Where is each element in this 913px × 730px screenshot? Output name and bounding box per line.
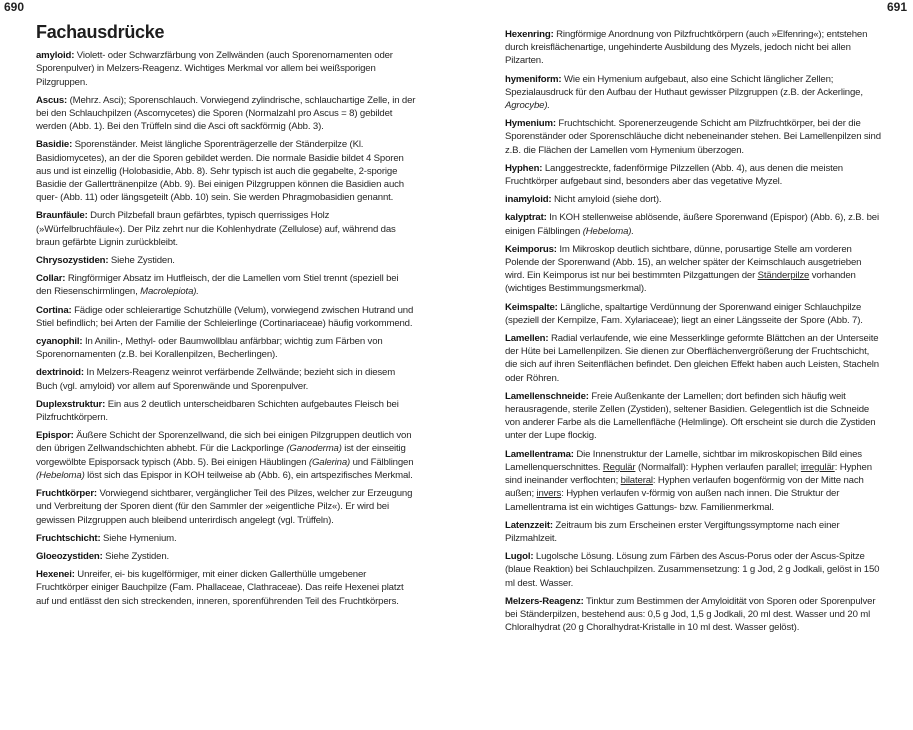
glossary-definition-text: (Mehrz. Asci); Sporenschlauch. Vorwiegend zylindrische, schlauchartige Zelle, in der bei den Schlauchpilzen (Ascomycetes) die Sporen (Normalzahl pro Ascus = 8) gebildet werden (Abb. 1). Bei den Trüffeln sind die Asci oft sackförmig (Abb. 3).	[36, 94, 416, 133]
glossary-definition-text: Agrocybe).	[505, 100, 550, 112]
glossary-term: Chrysozystiden:	[36, 255, 109, 267]
page-title: Fachausdrücke	[36, 22, 165, 42]
glossary-list-left	[36, 49, 416, 608]
glossary-definition-text: Macrolepiota).	[140, 286, 199, 298]
glossary-term: Ascus:	[36, 94, 68, 106]
glossary-definition-text: Violett- oder Schwarzfärbung von Zellwänden (auch Sporenornamenten oder Sporenpulver) in Melzers-Reagenz. Wichtiges Merkmal vor allem bei weißsporigen Pilzgruppen.	[36, 50, 393, 88]
glossary-term: Latenzzeit:	[505, 519, 553, 531]
glossary-definition-text: Längliche, spaltartige Verdünnung der Sporenwand einiger Schlauchpilze (speziell der Kernpilze, Fam. Xylariaceae); liegt an einer Längsseite der Spore (Abb. 7).	[505, 301, 863, 326]
glossary-definition-text: Regulär	[602, 461, 636, 473]
glossary-entry	[36, 304, 416, 330]
glossary-definition-text: Unreifer, ei- bis kugelförmiger, mit einer dicken Gallerthülle umgebener Fruchtkörper einiger Bauchpilze (Fam. Phallaceae, Clathraceae). Das reife Hexenei platzt auf und entlässt den sich streckenden, inneren, sporenführenden Teil des Fruchtkörpers.	[36, 569, 404, 607]
glossary-entry	[505, 73, 881, 113]
glossary-term: inamyloid:	[505, 194, 552, 206]
glossary-definition-text: Siehe Zystiden.	[102, 550, 170, 562]
glossary-term: Keimspalte:	[505, 301, 558, 313]
glossary-definition-text: Durch Pilzbefall braun gefärbtes, typisch querrissiges Holz (»Würfelbruchfäule«). Der Pilz zehrt nur die Kohlenhydrate (Zellulose) auf, während das braun gefärbte Lignin zurückbleibt.	[36, 210, 396, 248]
glossary-entry	[36, 366, 416, 392]
glossary-entry	[505, 117, 881, 157]
glossary-term: kalyptrat:	[505, 212, 547, 224]
glossary-entry	[36, 49, 416, 89]
glossary-definition-text: Siehe Hymenium.	[100, 532, 177, 544]
glossary-term: Fruchtkörper:	[36, 488, 97, 500]
glossary-entry	[36, 272, 416, 298]
glossary-term: amyloid:	[36, 50, 75, 62]
glossary-term: Braunfäule:	[36, 210, 88, 222]
glossary-entry	[505, 448, 881, 514]
glossary-definition-text: Zeitraum bis zum Erscheinen erster Vergiftungssymptome nach einer Pilzmahlzeit.	[505, 519, 840, 544]
glossary-term: dextrinoid:	[36, 367, 84, 379]
glossary-definition-text: Freie Außenkante der Lamellen; dort befinden sich häufig weit herausragende, sterile Zellen (Zystiden), seltener Basidien. Gelegentlich ist die Schneide von anderer Farbe als die Lamellenfläche (Helmlinge). Oft erscheint sie durch die Zystiden unter der Lupe flockig.	[505, 390, 876, 442]
glossary-entry	[505, 162, 881, 188]
glossary-definition-text: löst sich das Epispor in KOH teilweise ab (Abb. 6), ein artspezifisches Merkmal.	[84, 469, 413, 481]
glossary-definition-text: ist der einseitig vorgewölbte Episporsack typisch (Abb. 5). Bei einigen Häublingen	[36, 443, 406, 468]
glossary-term: Lamellenschneide:	[505, 390, 589, 402]
glossary-entry	[505, 301, 881, 327]
glossary-definition-text: (Ganoderma)	[286, 443, 342, 455]
glossary-entry	[505, 193, 881, 206]
glossary-term: Lamellen:	[505, 333, 549, 345]
glossary-definition-text: Lugolsche Lösung. Lösung zum Färben des Ascus-Porus oder der Ascus-Spitze (blaue Reaktion) bei Schlauchpilzen. Zusammensetzung: 1 g Jod, 2 g Jodkali, gelöst in 150 ml dest. Wasser.	[505, 551, 880, 589]
glossary-definition-text: Wie ein Hymenium aufgebaut, also eine Schicht länglicher Zellen; Spezialausdruck für den Aufbau der Huthaut gewisser Pilzgruppen (z.B. der Ackerlinge,	[505, 73, 863, 98]
glossary-entry	[505, 390, 881, 443]
glossary-entry	[36, 487, 416, 527]
glossary-definition-text: Vorwiegend sichtbarer, vergänglicher Teil des Pilzes, welcher zur Erzeugung und Verbreitung der Sporen dient (für den Sammler der »eigentliche Pilz«). Er wird bei gewissen Pilzgruppen auch bleibend unterirdisch angelegt (vgl. Trüffeln).	[36, 488, 413, 526]
glossary-term: Melzers-Reagenz:	[505, 595, 584, 607]
glossary-entry	[505, 519, 881, 545]
glossary-definition-text: Im Mikroskop deutlich sichtbare, dünne, porusartige Stelle am vorderen Polende der Sporenwand (Abb. 15), an welcher später der Keimschlauch ausgetrieben wird. Ein Keimporus ist nur bei bestimmten Pilzgattungen der	[505, 243, 862, 282]
glossary-definition-text: Ringförmiger Absatz im Hutfleisch, der die Lamellen vom Stiel trennt (speziell bei den Riesenschirmlingen,	[36, 273, 399, 298]
glossary-entry	[505, 28, 881, 68]
glossary-term: Fruchtschicht:	[36, 532, 101, 544]
glossary-definition-text: Langgestreckte, fadenförmige Pilzzellen (Abb. 4), aus denen die meisten Fruchtkörper aufgebaut sind, besonders aber das vegetative Myzel.	[505, 162, 843, 188]
glossary-definition-text: Ringförmige Anordnung von Pilzfruchtkörpern (auch »Elfenring«); entstehen durch kreisflächenartige, ungehinderte Ausbildung des Myzels, jedoch nicht bei allen Pilzarten.	[505, 29, 868, 67]
glossary-definition-text: In Anilin-, Methyl- oder Baumwollblau anfärbbar; wichtig zum Färben von Sporenornamenten (z.B. bei Korallenpilzen, Becherlingen).	[36, 336, 383, 361]
glossary-definition-text: Tinktur zum Bestimmen der Amyloidität von Sporen oder Sporenpulver bei Ständerpilzen, bestehend aus: 0,5 g Jod, 1,5 g Jodkali, 20 ml dest. Wasser und 20 ml Chloralhydrat (20 g Choralhydrat-Kristalle in 10 ml dest. Wasser gelöst).	[505, 595, 876, 634]
glossary-definition-text: : Hyphen sind ineinander verflochten;	[505, 461, 872, 487]
glossary-entry	[505, 332, 881, 385]
glossary-definition-text: Radial verlaufende, wie eine Messerklinge geformte Blättchen an der Unterseite der Hüte bei Lamellenpilzen. Sie dienen zur Oberflächenvergrößerung der Fruchtschicht, die sich auf ihren Seitenflächen befindet. Den gleichen Effekt haben auch Leisten, Stacheln oder Röhren.	[505, 333, 879, 384]
glossary-definition-text: invers	[536, 488, 562, 500]
glossary-entry	[36, 209, 416, 249]
glossary-term: Hyphen:	[505, 162, 543, 174]
glossary-term: cyanophil:	[36, 336, 83, 348]
glossary-definition-text: Ein aus 2 deutlich unterscheidbaren Schichten aufgebautes Fleisch bei Pilzfruchtkörpern.	[36, 398, 399, 424]
glossary-entry	[505, 550, 881, 590]
page-number-left: 690	[4, 0, 25, 14]
glossary-term: Lugol:	[505, 551, 534, 563]
glossary-entry	[36, 398, 416, 424]
glossary-entry	[505, 595, 881, 635]
glossary-entry	[36, 532, 416, 545]
glossary-entry	[36, 254, 416, 267]
glossary-definition-text: Fruchtschicht. Sporenerzeugende Schicht am Pilzfruchtkörper, bei der die Sporenständer oder Sporenschläuche dicht nebeneinander stehen. Bei Lamellenpilzen sind z.B. die Flächen der Lamellen vom Hymenium überzogen.	[505, 118, 881, 156]
glossary-term: Hexenring:	[505, 29, 554, 40]
glossary-entry	[36, 138, 416, 204]
glossary-definition-text: (Normalfall): Hyphen verlaufen parallel;	[635, 461, 801, 473]
glossary-entry	[505, 243, 881, 296]
glossary-list-right	[505, 28, 881, 634]
glossary-definition-text: In KOH stellenweise ablösende, äußere Sporenwand (Epispor) (Abb. 6), z.B. bei einigen Fälblingen	[505, 212, 879, 237]
glossary-definition-text: (Hebeloma).	[582, 225, 634, 237]
glossary-term: Keimporus:	[505, 243, 557, 255]
glossary-definition-text: Fädige oder schleierartige Schutzhülle (Velum), vorwiegend zwischen Hutrand und Stiel befindlich; bei Arten der Familie der Schleierlinge (Cortinariaceae) häufig vorkommend.	[36, 304, 414, 329]
glossary-entry	[505, 211, 881, 237]
glossary-term: Lamellentrama:	[505, 448, 574, 460]
glossary-definition-text: Ständerpilze	[757, 270, 810, 282]
glossary-definition-text: Nicht amyloid (siehe dort).	[551, 194, 662, 206]
glossary-definition-text: (Hebeloma)	[36, 469, 85, 481]
right-page-column	[505, 28, 881, 639]
glossary-term: Gloeozystiden:	[36, 550, 103, 562]
left-page-column	[36, 22, 416, 613]
glossary-term: Duplexstruktur:	[36, 398, 106, 410]
glossary-definition-text: Äußere Schicht der Sporenzellwand, die sich bei einigen Pilzgruppen deutlich von den übrigen Zellwandschichten abhebt. Für die Lackporlinge	[36, 430, 412, 455]
glossary-definition-text: In Melzers-Reagenz weinrot verfärbende Zellwände; bezieht sich in diesem Buch (vgl. amyloid) vor allem auf Sporenwände und Sporenpulver.	[36, 367, 396, 392]
glossary-term: Collar:	[36, 273, 66, 285]
glossary-definition-text: bilateral	[620, 475, 653, 487]
glossary-entry	[36, 429, 416, 482]
glossary-definition-text: und Fälblingen	[350, 456, 414, 468]
glossary-entry	[36, 335, 416, 361]
glossary-term: Basidie:	[36, 139, 73, 151]
glossary-definition-text: (Galerina)	[308, 456, 351, 468]
glossary-entry	[36, 568, 416, 608]
glossary-term: Hymenium:	[505, 118, 556, 130]
glossary-definition-text: Siehe Zystiden.	[108, 255, 175, 267]
glossary-term: Epispor:	[36, 430, 74, 442]
page-number-right: 691	[886, 0, 907, 14]
glossary-definition-text: vorhanden (wichtiges Bestimmungsmerkmal).	[505, 270, 856, 295]
glossary-term: Hexenei:	[36, 569, 75, 581]
glossary-definition-text: irregulär	[800, 461, 835, 473]
glossary-term: Cortina:	[36, 304, 72, 316]
glossary-definition-text: : Hyphen verlaufen bogenförmig von der Mitte nach außen;	[505, 475, 864, 500]
glossary-entry	[36, 550, 416, 563]
glossary-definition-text: Die Innenstruktur der Lamelle, sichtbar im mikroskopischen Bild eines Lamellenquerschnittes.	[505, 448, 862, 473]
glossary-term: hymeniform:	[505, 73, 562, 85]
glossary-entry	[36, 94, 416, 134]
glossary-definition-text: Sporenständer. Meist längliche Sporenträgerzelle der Ständerpilze (Kl. Basidiomycetes), an der die Sporen gebildet werden. Die normale Basidie bildet 4 Sporen aus und ist einzellig (Holobasidie, Abb. 8). Sehr typisch ist auch die gegabelte, 2-sporige Basidie der Gallerttränenpilze (Abb. 9). Bei einigen Pilzgruppen können die Basidien auch quer- (Abb. 11) oder längsgeteilt (Abb. 10) sein. Sie werden Phragmobasidien genannt.	[36, 139, 404, 204]
glossary-definition-text: : Hyphen verlaufen v-förmig von außen nach innen. Die Struktur der Lamellentrama ist ein wichtiges Gattungs- bzw. Familienmerkmal.	[505, 488, 840, 513]
